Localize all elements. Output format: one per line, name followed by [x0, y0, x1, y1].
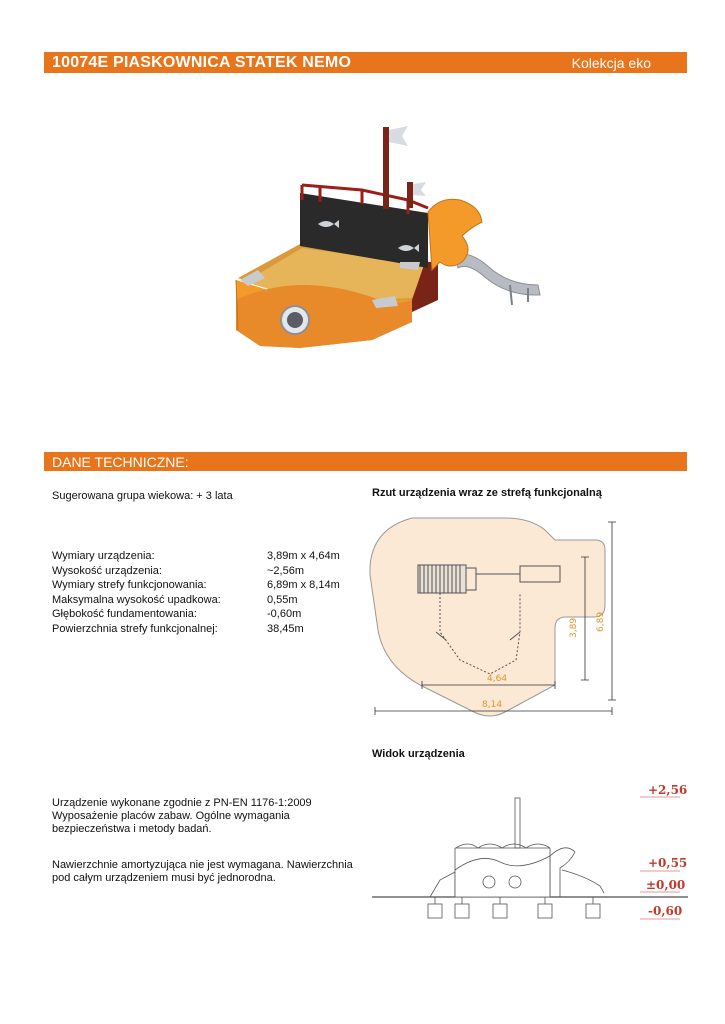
product-render: [225, 115, 555, 375]
spec-label: Głębokość fundamentowania:: [52, 608, 197, 620]
spec-label: Powierzchnia strefy funkcjonalnej:: [52, 622, 218, 635]
surface-line: pod całym urządzeniem musi być jednorodna.: [52, 872, 276, 884]
dim-width-outer: 8,14: [482, 700, 503, 710]
norm-line: Wyposażenie placów zabaw. Ogólne wymagania: [52, 810, 290, 822]
tech-data-heading: DANE TECHNICZNE:: [52, 453, 189, 470]
dim-depth-inner: 3,89: [569, 617, 579, 638]
spec-row: [52, 593, 352, 608]
dim-width-inner: 4,64: [487, 674, 508, 684]
surface-line: Nawierzchnie amortyzująca nie jest wymagana. Nawierzchnia: [52, 859, 353, 871]
product-title: 10074E PIASKOWNICA STATEK NEMO: [52, 53, 352, 71]
spec-value: 3,89m x 4,64m: [267, 550, 340, 562]
spec-row: [52, 578, 352, 593]
age-group: Sugerowana grupa wiekowa: + 3 lata: [52, 490, 233, 502]
spec-row: [52, 549, 352, 564]
elevation-drawing: [370, 780, 690, 930]
spec-label: Wymiary strefy funkcjonowania:: [52, 579, 207, 591]
plan-heading: Rzut urządzenia wraz ze strefą funkcjonalną: [372, 487, 602, 499]
elevation-heading: Widok urządzenia: [372, 748, 465, 760]
functional-zone: [370, 518, 605, 716]
spec-value: -0,60m: [267, 608, 302, 620]
norm-line: Urządzenie wykonane zgodnie z PN-EN 1176-1:2009: [52, 797, 312, 809]
level-fall-height: +0,55: [648, 856, 688, 870]
spec-label: Maksymalna wysokość upadkowa:: [52, 593, 221, 606]
spec-value: 6,89m x 8,14m: [267, 579, 340, 591]
spec-row: [52, 622, 352, 637]
level-foundation: -0,60: [648, 904, 683, 918]
norm-text: [52, 797, 312, 836]
spec-value: 0,55m: [267, 593, 298, 606]
surface-text: [52, 859, 353, 885]
level-ground: ±0,00: [646, 878, 686, 892]
spec-row: [52, 564, 352, 579]
device-elevation: [428, 798, 604, 918]
norm-line: bezpieczeństwa i metody badań.: [52, 823, 212, 835]
dim-depth-outer: 6,89: [596, 611, 606, 632]
plan-drawing: [370, 510, 620, 730]
spec-label: Wymiary urządzenia:: [52, 550, 155, 562]
spec-value: ~2,56m: [267, 564, 304, 577]
spec-value: 38,45m: [267, 622, 304, 635]
tech-data-bar: [44, 452, 687, 471]
level-top: +2,56: [648, 783, 688, 797]
spec-row: [52, 607, 352, 622]
spec-label: Wysokość urządzenia:: [52, 564, 162, 577]
title-bar: [44, 52, 687, 73]
collection-label: Kolekcja eko: [571, 54, 651, 71]
spec-table: [52, 549, 352, 636]
